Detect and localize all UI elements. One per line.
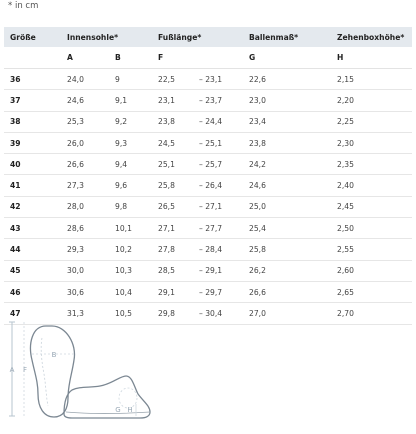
table-cell: 25,3 [61,111,109,132]
size-cell: 40 [4,154,61,175]
size-cell: 47 [4,303,61,324]
table-row [4,69,412,90]
table-cell: 27,1 [152,218,193,239]
table-cell: 26,6 [243,281,331,302]
table-cell: 23,8 [152,111,193,132]
table-cell: 9,3 [109,132,152,153]
table-cell: – 27,1 [193,196,243,217]
table-cell: – 23,1 [193,69,243,90]
table-cell: 28,0 [61,196,109,217]
col-header-foot-length: Fußlänge* [152,27,193,47]
subheader-g: G [243,47,331,69]
table-cell: 25,8 [152,175,193,196]
table-cell: 23,1 [152,90,193,111]
table-cell: 25,0 [243,196,331,217]
table-row [4,196,412,217]
col-header-toebox: Zehenboxhöhe* [331,27,412,47]
table-cell: 9,2 [109,111,152,132]
subheader-f: F [152,47,193,69]
table-cell: 2,15 [331,69,412,90]
table-cell: – 24,4 [193,111,243,132]
table-cell: 9,4 [109,154,152,175]
table-cell: 26,2 [243,260,331,281]
subheader-size [4,47,61,69]
col-header-size: Größe [4,27,61,47]
size-cell: 45 [4,260,61,281]
table-cell: 2,60 [331,260,412,281]
table-cell: – 23,7 [193,90,243,111]
table-cell: 24,2 [243,154,331,175]
size-cell: 41 [4,175,61,196]
table-row [4,132,412,153]
table-cell: 2,45 [331,196,412,217]
size-cell: 36 [4,69,61,90]
size-cell: 43 [4,218,61,239]
table-cell: 10,5 [109,303,152,324]
table-cell: 29,1 [152,281,193,302]
table-cell: 31,3 [61,303,109,324]
table-cell: 26,5 [152,196,193,217]
col-header-ball: Ballenmaß* [243,27,331,47]
table-cell: 24,6 [243,175,331,196]
table-cell: 2,25 [331,111,412,132]
table-cell: 9,6 [109,175,152,196]
size-cell: 37 [4,90,61,111]
size-cell: 46 [4,281,61,302]
subheader-a: A [61,47,109,69]
table-cell: 29,3 [61,239,109,260]
table-cell: 26,6 [61,154,109,175]
table-row [4,239,412,260]
table-cell: 28,6 [61,218,109,239]
table-cell: 2,50 [331,218,412,239]
table-cell: – 25,1 [193,132,243,153]
table-cell: – 28,4 [193,239,243,260]
table-cell: 2,65 [331,281,412,302]
table-cell: 9,1 [109,90,152,111]
table-cell: 27,8 [152,239,193,260]
subheader-f-to [193,47,243,69]
table-cell: 25,1 [152,154,193,175]
table-cell: 23,4 [243,111,331,132]
size-cell: 39 [4,132,61,153]
table-cell: 23,8 [243,132,331,153]
label-b: B [51,351,57,359]
table-cell: 10,4 [109,281,152,302]
unit-note: * in cm [8,1,39,11]
table-row [4,111,412,132]
table-cell: 28,5 [152,260,193,281]
shoe-diagram [8,316,158,426]
table-cell: 24,0 [61,69,109,90]
table-row [4,218,412,239]
subheader-row [4,47,412,69]
table-cell: – 30,4 [193,303,243,324]
table-cell: 27,0 [243,303,331,324]
table-cell: 2,20 [331,90,412,111]
table-cell: 30,6 [61,281,109,302]
table-cell: – 29,7 [193,281,243,302]
table-cell: – 27,7 [193,218,243,239]
table-cell: 29,8 [152,303,193,324]
label-a: A [9,366,15,374]
table-cell: 2,70 [331,303,412,324]
table-row [4,281,412,302]
label-h: H [127,406,133,414]
size-cell: 44 [4,239,61,260]
table-cell: 2,40 [331,175,412,196]
table-cell: – 26,4 [193,175,243,196]
table-cell: 22,6 [243,69,331,90]
ball-circle [119,388,137,408]
foot-outline-dashed [41,338,48,406]
table-cell: 24,6 [61,90,109,111]
label-f: F [22,366,28,374]
size-chart-table [4,27,412,325]
table-cell: 10,3 [109,260,152,281]
shoe-side-outline [64,376,150,418]
size-cell: 42 [4,196,61,217]
table-cell: – 25,7 [193,154,243,175]
table-cell: 2,35 [331,154,412,175]
table-cell: 26,0 [61,132,109,153]
sole-line [66,412,150,414]
table-cell: 10,1 [109,218,152,239]
table-cell: 27,3 [61,175,109,196]
table-row [4,90,412,111]
table-cell: 23,0 [243,90,331,111]
table-cell: 9,8 [109,196,152,217]
insole-outline [31,326,75,417]
subheader-h: H [331,47,412,69]
label-g: G [115,406,121,414]
table-row [4,154,412,175]
table-cell: 2,55 [331,239,412,260]
col-header-insole: Innensohle* [61,27,109,47]
table-cell: 25,8 [243,239,331,260]
header-row [4,27,412,47]
table-cell: 2,30 [331,132,412,153]
shoe-measurement-illustration [8,316,158,430]
table-cell: 22,5 [152,69,193,90]
table-row [4,175,412,196]
size-cell: 38 [4,111,61,132]
table-cell: – 29,1 [193,260,243,281]
table-cell: 9 [109,69,152,90]
table-cell: 30,0 [61,260,109,281]
table-row [4,260,412,281]
subheader-b: B [109,47,152,69]
table-cell: 25,4 [243,218,331,239]
table-cell: 10,2 [109,239,152,260]
table-cell: 24,5 [152,132,193,153]
